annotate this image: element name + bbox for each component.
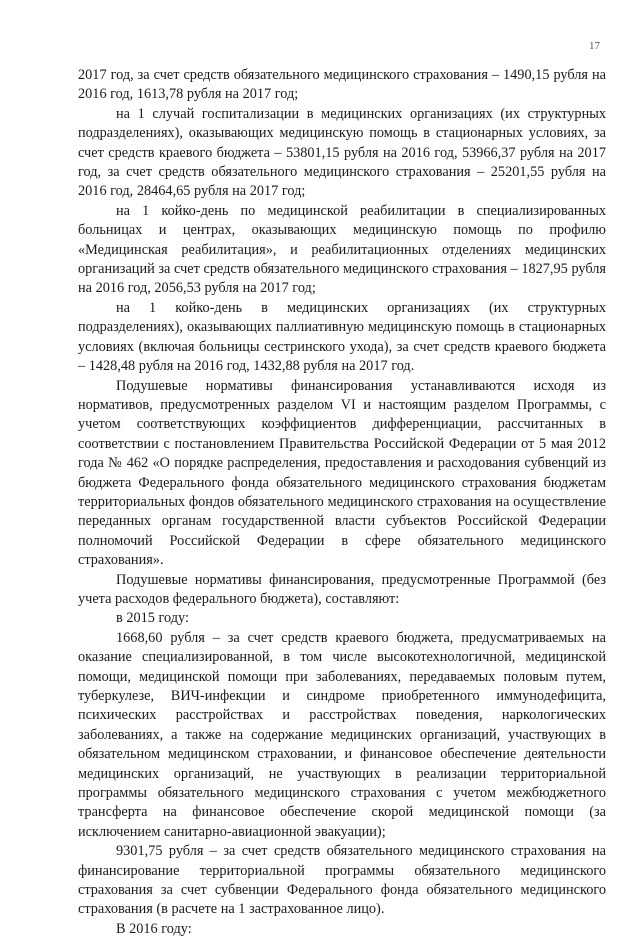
page-number: 17	[589, 40, 600, 52]
paragraph-9: 9301,75 рубля – за счет средств обязательного медицинского страхования на финансирование территориальной программы обязательного медицинского страхования за счет субвенции Федерального фонда обязательного медицинского страхования (в расчете на 1 застрахованное лицо).	[78, 843, 606, 918]
paragraph-7: в 2015 году:	[116, 610, 189, 627]
paragraph-8: 1668,60 рубля – за счет средств краевого бюджета, предусматриваемых на оказание специализированной, в том числе высокотехнологичной, медицинской помощи, медицинской помощи при заболеваниях, передаваемых половым путем, туберкулезе, ВИЧ-инфекции и синдроме приобретенного иммунодефицита, психических расстройствах и расстройствах поведения, наркологических заболеваниях, а также на содержание медицинских организаций, участвующих в обязательном медицинском страховании, и финансовое обеспечение деятельности медицинских организаций, не участвующих в реализации территориальной программы обязательного медицинского страхования с учетом межбюджетного трансферта на финансовое обеспечение скорой медицинской помощи (за исключением санитарно-авиационной эвакуации);	[78, 629, 606, 840]
paragraph-2: на 1 случай госпитализации в медицинских организациях (их структурных подразделениях), оказывающих медицинскую помощь в стационарных условиях, за счет средств краевого бюджета – 53801,15 рубля на 2016 год, 53966,37 рубля на 2017 год, за счет средств обязательного медицинского страхования – 25201,55 рубля на 2016 год, 28464,65 рубля на 2017 год;	[78, 105, 606, 200]
document-body	[78, 66, 606, 939]
paragraph-5: Подушевые нормативы финансирования устанавливаются исходя из нормативов, предусмотренных разделом VI и настоящим разделом Программы, с учетом соответствующих коэффициентов дифференциации, рассчитанных в соответствии с постановлением Правительства Российской Федерации от 5 мая 2012 года № 462 «О порядке распределения, предоставления и расходования субвенций из бюджета Федерального фонда обязательного медицинского страхования бюджетам территориальных фондов обязательного медицинского страхования на осуществление переданных органам государственной власти субъектов Российской Федерации полномочий Российской Федерации в сфере обязательного медицинского страхования».	[78, 377, 606, 569]
paragraph-1: 2017 год, за счет средств обязательного медицинского страхования – 1490,15 рубля на 2016 год, 1613,78 рубля на 2017 год;	[78, 67, 606, 103]
paragraph-10: В 2016 году:	[116, 920, 192, 937]
paragraph-3: на 1 койко-день по медицинской реабилитации в специализированных больницах и центрах, оказывающих медицинскую помощь по профилю «Медицинская реабилитация», и реабилитационных отделениях медицинских организаций за счет средств обязательного медицинского страхования – 1827,95 рубля на 2016 год, 2056,53 рубля на 2017 год;	[78, 202, 606, 297]
paragraph-6: Подушевые нормативы финансирования, предусмотренные Программой (без учета расходов федерального бюджета), составляют:	[78, 571, 606, 607]
paragraph-4: на 1 койко-день в медицинских организациях (их структурных подразделениях), оказывающих паллиативную медицинскую помощь в стационарных условиях (включая больницы сестринского ухода), за счет средств краевого бюджета – 1428,48 рубля на 2016 год, 1432,88 рубля на 2017 год.	[78, 299, 606, 375]
